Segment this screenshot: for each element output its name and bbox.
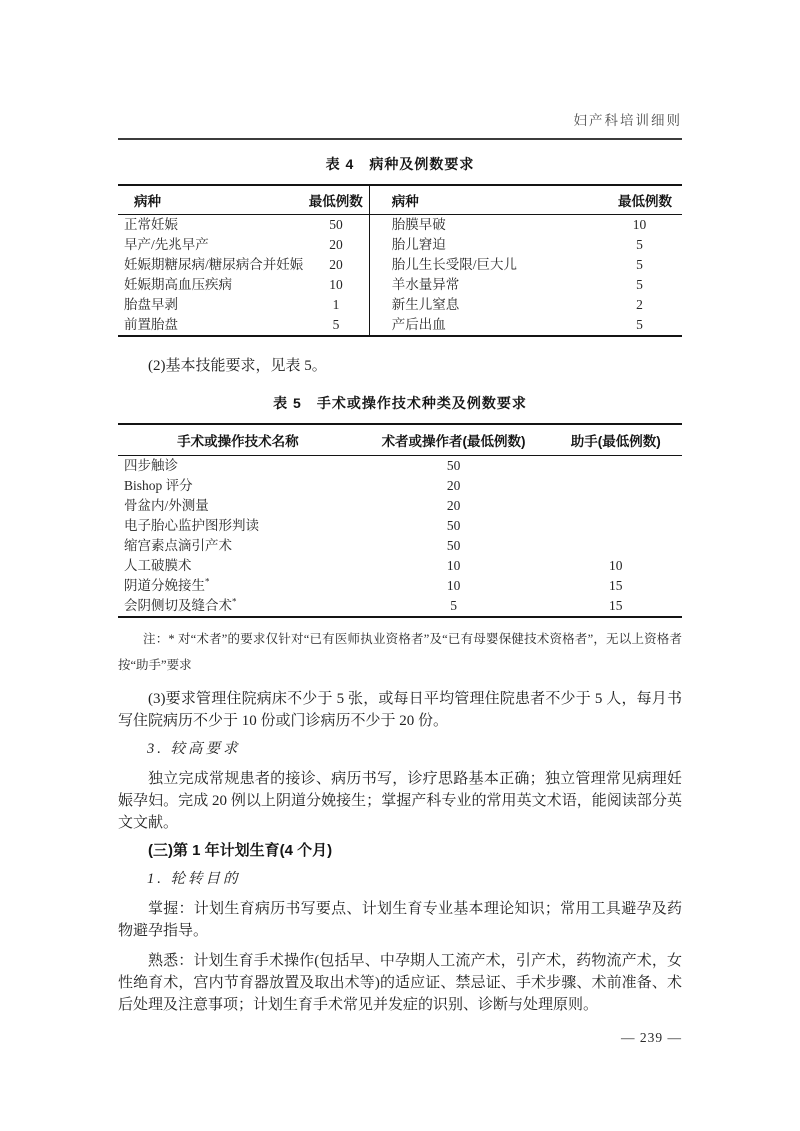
footnote-marker: * — [232, 596, 237, 607]
table-row — [118, 255, 682, 275]
cell-min-cases: 5 — [636, 257, 643, 272]
cell-operator-min-cases: 50 — [446, 538, 461, 553]
cell-operation-name: Bishop 评分 — [124, 478, 193, 493]
table-row — [118, 536, 682, 556]
table4-body — [118, 215, 682, 337]
cell-assistant-min-cases: 15 — [608, 578, 623, 593]
cell-assistant-min-cases — [549, 536, 682, 556]
cell-min-cases: 5 — [636, 237, 643, 252]
cell-operator-min-cases: 20 — [446, 498, 461, 513]
cell-disease: 早产/先兆早产 — [124, 237, 209, 252]
cell-assistant-min-cases: 15 — [608, 598, 623, 613]
table-row — [118, 576, 682, 596]
cell-min-cases: 20 — [329, 257, 343, 272]
column-header-disease-right: 病种 — [369, 185, 597, 215]
table5-footnote: 注：* 对“术者”的要求仅针对“已有医师执业资格者”及“已有母婴保健技术资格者”，无以上资格者按“助手”要求 — [118, 632, 682, 672]
table5-operation-requirements — [118, 423, 682, 618]
cell-assistant-min-cases — [549, 456, 682, 477]
cell-disease: 正常妊娠 — [124, 217, 178, 232]
cell-min-cases: 1 — [332, 297, 340, 312]
table-row — [118, 516, 682, 536]
paragraph-familiar-requirements: 熟悉：计划生育手术操作(包括早、中孕期人工流产术，引产术，药物流产术，女性绝育术，宫内节育器放置及取出术等)的适应证、禁忌证、手术步骤、术前准备、术后处理及注意事项；计划生育手术常见并发症的识别、诊断与处理原则。 — [118, 953, 682, 1013]
cell-operation-name: 缩宫素点滴引产术 — [124, 538, 232, 553]
cell-operator-min-cases: 10 — [446, 558, 461, 573]
cell-min-cases: 10 — [632, 217, 647, 232]
cell-operation-name: 骨盆内/外测量 — [124, 498, 209, 513]
cell-disease: 前置胎盘 — [124, 317, 178, 332]
cell-operation-name: 会阴侧切及缝合术* — [124, 596, 237, 613]
cell-assistant-min-cases — [549, 476, 682, 496]
table-row — [118, 275, 682, 295]
cell-disease: 妊娠期糖尿病/糖尿病合并妊娠 — [124, 257, 304, 272]
cell-disease: 胎儿生长受限/巨大儿 — [369, 255, 597, 275]
cell-disease: 产后出血 — [369, 315, 597, 336]
cell-min-cases: 5 — [332, 317, 340, 332]
table-row — [118, 496, 682, 516]
heading-family-planning-section: (三)第 1 年计划生育(4 个月) — [148, 842, 333, 859]
cell-disease: 胎盘早剥 — [124, 297, 178, 312]
cell-operator-min-cases: 5 — [450, 598, 457, 613]
table4-header-row — [118, 185, 682, 215]
footnote-marker: * — [205, 576, 210, 587]
cell-operation-name: 电子胎心监护图形判读 — [124, 518, 259, 533]
column-header-operator-min-cases: 术者或操作者(最低例数) — [358, 424, 550, 456]
table-row — [118, 476, 682, 496]
cell-disease: 羊水量异常 — [369, 275, 597, 295]
cell-assistant-min-cases — [549, 496, 682, 516]
cell-assistant-min-cases — [549, 516, 682, 536]
running-header: 妇产科培训细则 — [118, 112, 682, 140]
table-row — [118, 596, 682, 617]
column-header-min-cases-right: 最低例数 — [597, 185, 682, 215]
heading-rotation-purpose: 1. 轮转目的 — [147, 871, 241, 887]
column-header-min-cases-left: 最低例数 — [303, 185, 369, 215]
cell-min-cases: 50 — [329, 217, 343, 232]
cell-min-cases: 5 — [636, 277, 643, 292]
table5-body — [118, 456, 682, 618]
cell-operation-name: 四步触诊 — [124, 458, 178, 473]
cell-operator-min-cases: 50 — [446, 458, 461, 473]
page-number: — 239 — — [621, 1030, 682, 1045]
cell-min-cases: 5 — [636, 317, 643, 332]
paragraph-master-requirements: 掌握：计划生育病历书写要点、计划生育专业基本理论知识；常用工具避孕及药物避孕指导。 — [118, 901, 682, 939]
cell-operation-name: 阴道分娩接生* — [124, 576, 210, 593]
table-row — [118, 556, 682, 576]
cell-disease: 妊娠期高血压疾病 — [124, 277, 232, 292]
table-row — [118, 235, 682, 255]
cell-operator-min-cases: 50 — [446, 518, 461, 533]
table-row — [118, 315, 682, 336]
cell-min-cases: 20 — [329, 237, 343, 252]
cell-operator-min-cases: 10 — [446, 578, 461, 593]
table5-header-row — [118, 424, 682, 456]
column-header-disease-left: 病种 — [118, 185, 303, 215]
cell-operator-min-cases: 20 — [446, 478, 461, 493]
cell-disease: 新生儿窒息 — [369, 295, 597, 315]
paragraph-higher-requirements: 独立完成常规患者的接诊、病历书写，诊疗思路基本正确；独立管理常见病理妊娠孕妇。完成 20 例以上阴道分娩接生；掌握产科专业的常用英文术语，能阅读部分英文文献。 — [118, 771, 682, 831]
column-header-assistant-min-cases: 助手(最低例数) — [549, 424, 682, 456]
cell-min-cases: 10 — [329, 277, 343, 292]
column-header-operation-name: 手术或操作技术名称 — [118, 424, 358, 456]
cell-assistant-min-cases: 10 — [608, 558, 623, 573]
table4-title: 表 4 病种及例数要求 — [325, 156, 475, 172]
table4-disease-case-requirements — [118, 184, 682, 337]
table-row — [118, 456, 682, 477]
cell-operation-name: 人工破膜术 — [124, 558, 192, 573]
paragraph-basic-skill-requirements: (2)基本技能要求，见表 5。 — [148, 358, 327, 374]
cell-disease: 胎膜早破 — [369, 215, 597, 236]
table5-title: 表 5 手术或操作技术种类及例数要求 — [273, 395, 527, 411]
table-row — [118, 295, 682, 315]
heading-higher-requirements: 3. 较高要求 — [147, 741, 241, 757]
paragraph-ward-management-requirements: (3)要求管理住院病床不少于 5 张，或每日平均管理住院患者不少于 5 人，每月书写住院病历不少于 10 份或门诊病历不少于 20 份。 — [118, 691, 682, 729]
table-row — [118, 215, 682, 236]
cell-disease: 胎儿窘迫 — [369, 235, 597, 255]
cell-min-cases: 2 — [636, 297, 643, 312]
